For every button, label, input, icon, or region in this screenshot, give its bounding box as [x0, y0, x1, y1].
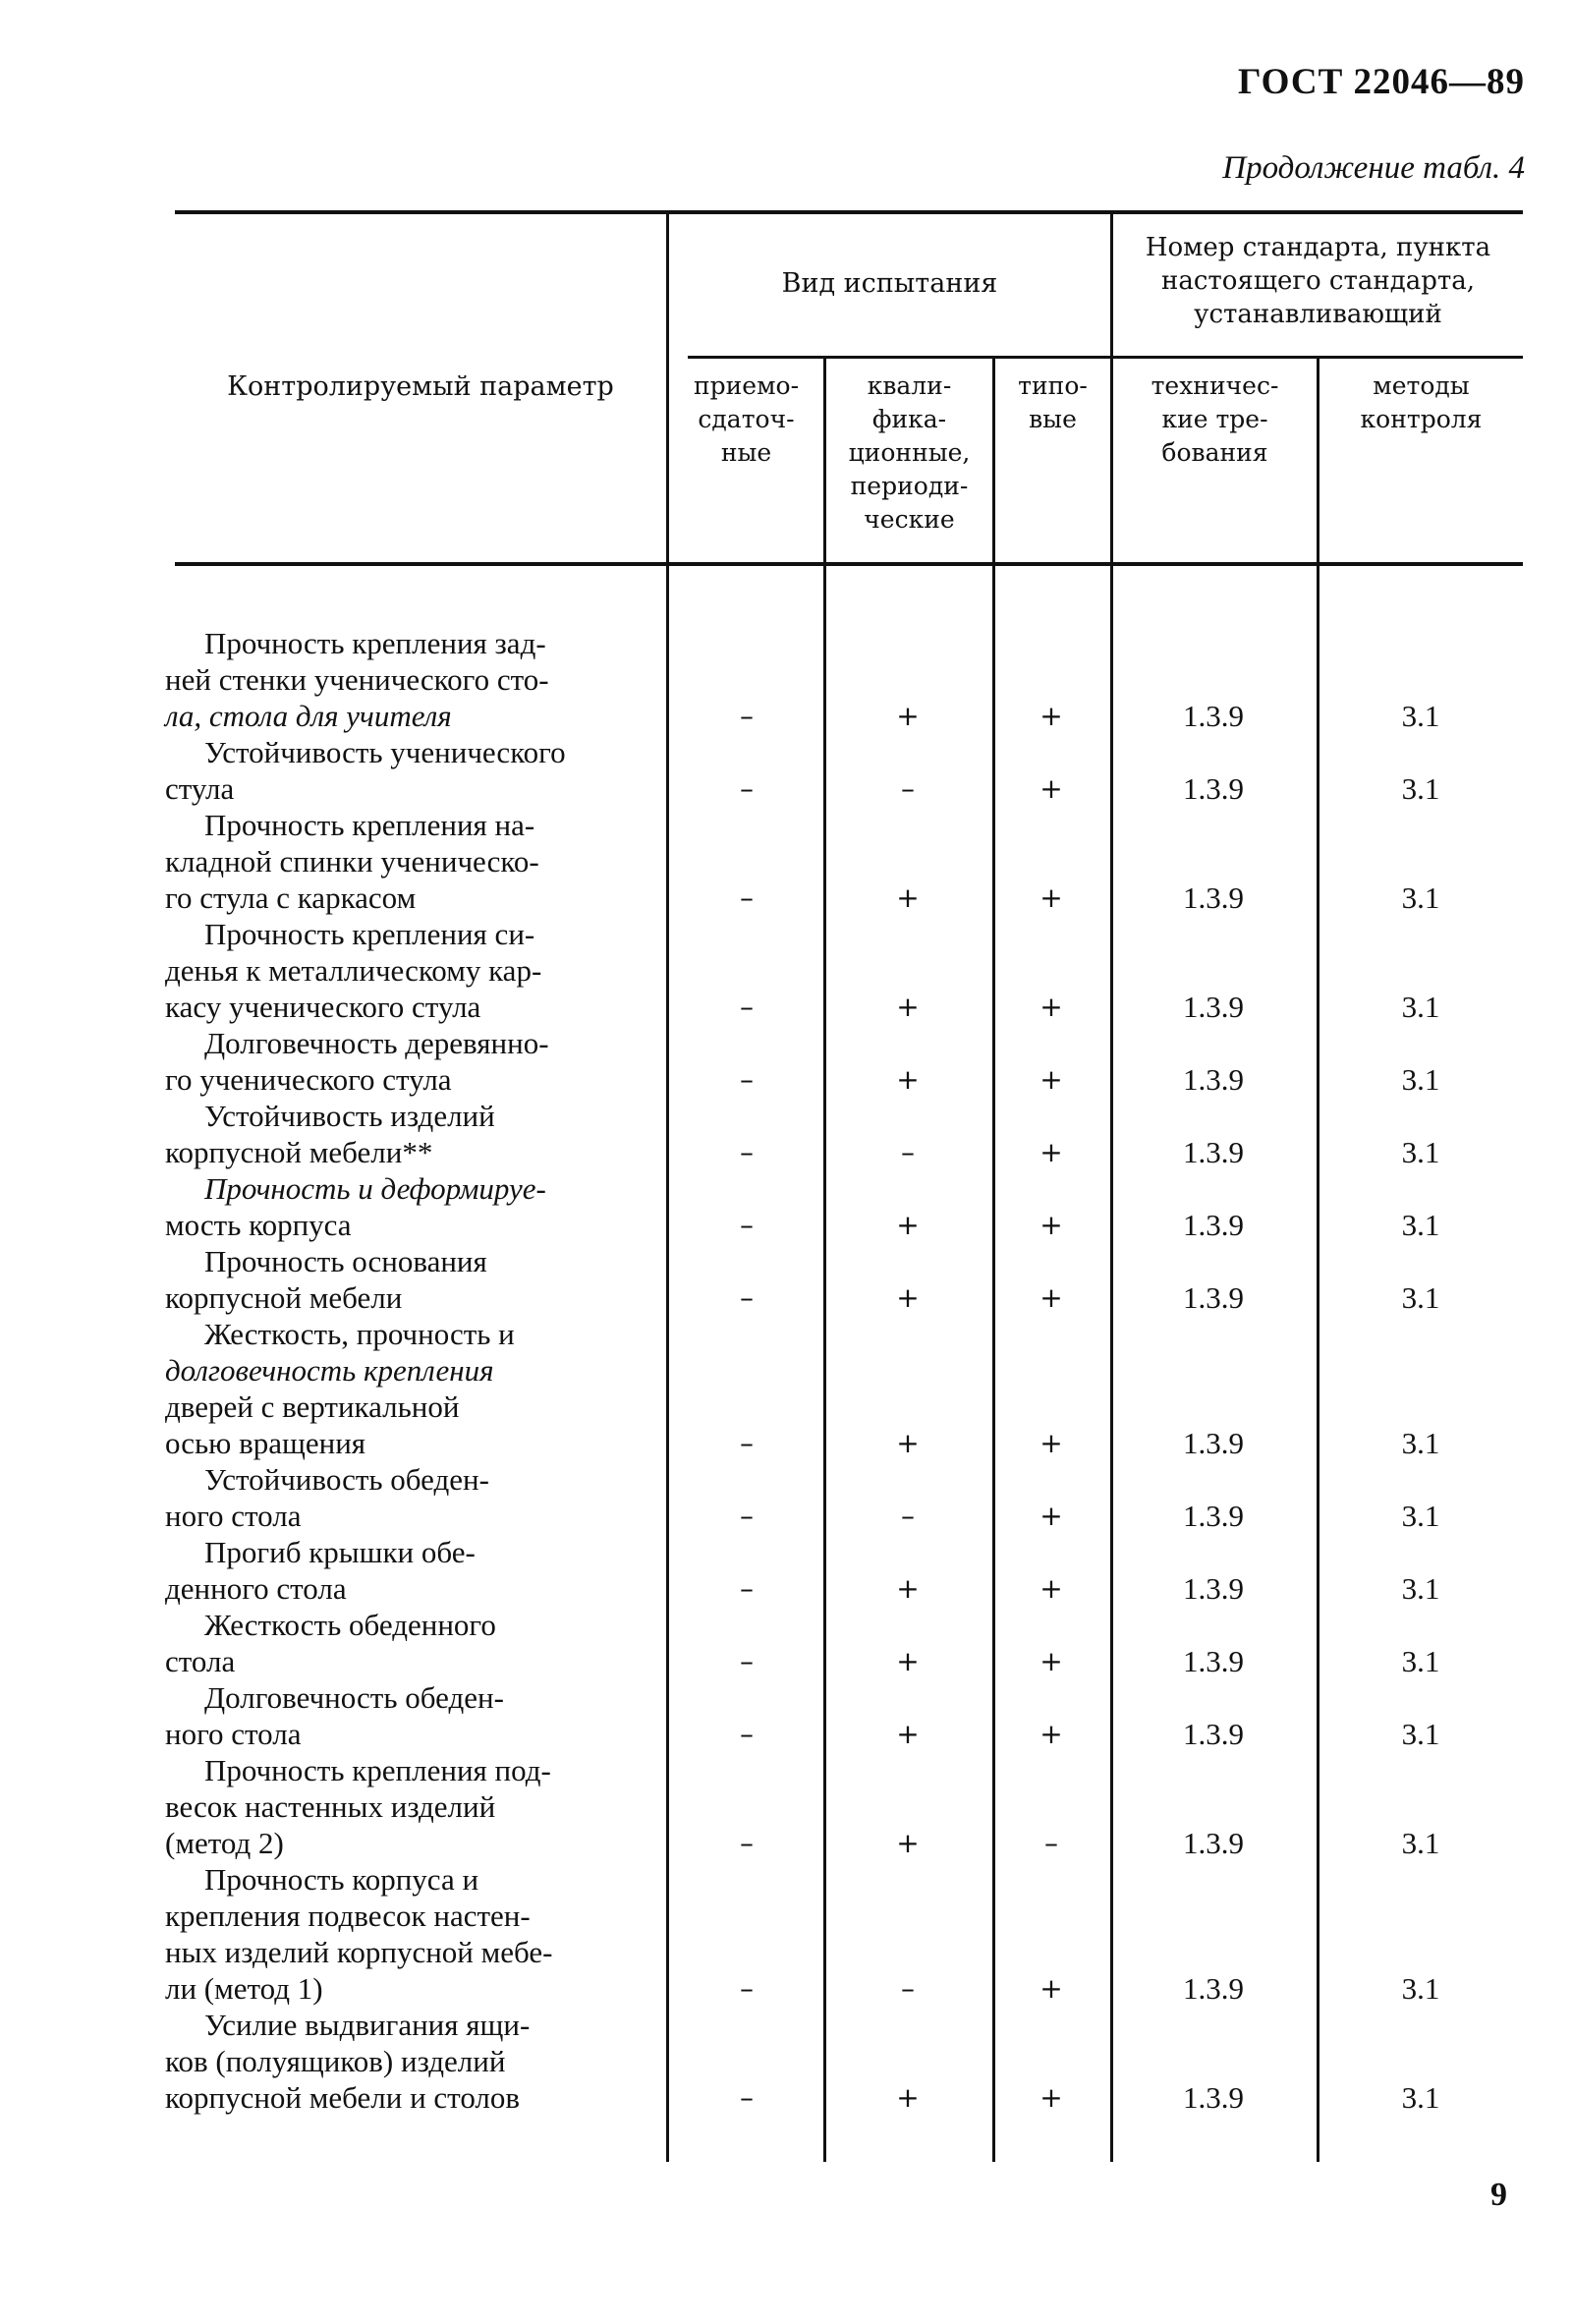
param-text-line: корпусной мебели** [165, 1135, 433, 1169]
cell-qualification: + [896, 1063, 920, 1096]
cell-type: + [1039, 991, 1063, 1023]
cell-tech: 1.3.9 [1183, 1208, 1244, 1242]
header-standard-group: Номер стандарта, пункта настоящего стандарта, устанавливающий [1145, 233, 1491, 329]
cell-methods: 3.1 [1401, 1062, 1440, 1097]
param-text-line: ли (метод 1) [165, 1971, 323, 2006]
param-text-line: ного стола [165, 1717, 302, 1751]
cell-methods: 3.1 [1401, 1135, 1440, 1169]
table-continuation-label: Продолжение табл. 4 [1222, 150, 1525, 186]
cell-type: + [1039, 1718, 1063, 1750]
param-text-line: го ученического стула [165, 1062, 452, 1097]
cell-tech: 1.3.9 [1183, 1971, 1244, 2006]
param-text-line: кладной спинки ученическо- [165, 844, 539, 879]
cell-methods: 3.1 [1401, 771, 1440, 806]
cell-methods: 3.1 [1401, 1280, 1440, 1315]
cell-tech: 1.3.9 [1183, 1280, 1244, 1315]
cell-acceptance: – [740, 1645, 754, 1677]
cell-methods: 3.1 [1401, 1717, 1440, 1751]
cell-type: + [1039, 1136, 1063, 1168]
param-text-line: Прочность основания [204, 1244, 487, 1278]
cell-acceptance: – [740, 1063, 754, 1096]
cell-tech: 1.3.9 [1183, 1571, 1244, 1606]
param-text-line: Прочность крепления си- [204, 917, 535, 951]
document-code: ГОСТ 22046—89 [1238, 62, 1525, 102]
cell-type: + [1039, 1427, 1063, 1459]
cell-tech: 1.3.9 [1183, 1499, 1244, 1533]
param-text-line: денного стола [165, 1571, 347, 1606]
header-qualification: квали- фика- ционные, периоди- ческие [848, 371, 971, 534]
cell-acceptance: – [740, 881, 754, 914]
cell-tech: 1.3.9 [1183, 1135, 1244, 1169]
cell-type: + [1039, 1972, 1063, 2005]
param-text-line: корпусной мебели [165, 1280, 403, 1315]
param-text-line: ных изделий корпусной мебе- [165, 1935, 553, 1969]
param-text-line: (метод 2) [165, 1826, 284, 1860]
cell-type: + [1039, 1645, 1063, 1677]
cell-methods: 3.1 [1401, 990, 1440, 1024]
cell-methods: 3.1 [1401, 1499, 1440, 1533]
cell-type: + [1039, 700, 1063, 732]
cell-tech: 1.3.9 [1183, 1717, 1244, 1751]
param-text-line: Долговечность деревянно- [204, 1026, 549, 1060]
cell-qualification: + [896, 1827, 920, 1859]
cell-acceptance: – [740, 991, 754, 1023]
param-text-line: Прочность корпуса и [204, 1862, 479, 1897]
cell-type: + [1039, 1209, 1063, 1241]
column-divider-acceptance [823, 358, 826, 2162]
cell-qualification: + [896, 991, 920, 1023]
cell-acceptance: – [740, 1827, 754, 1859]
cell-acceptance: – [740, 1136, 754, 1168]
cell-qualification: + [896, 2081, 920, 2114]
cell-tech: 1.3.9 [1183, 699, 1244, 733]
param-text-line: го стула с каркасом [165, 880, 417, 915]
param-text-line: осью вращения [165, 1426, 366, 1460]
param-text-line: Прочность крепления зад- [204, 626, 546, 660]
cell-type: + [1039, 1281, 1063, 1314]
param-text-line: Усилие выдвигания ящи- [204, 2008, 531, 2042]
cell-acceptance: – [740, 1427, 754, 1459]
header-control-methods: методы контроля [1360, 371, 1483, 433]
param-text-line: Устойчивость ученического [204, 735, 566, 769]
cell-type: + [1039, 1572, 1063, 1605]
cell-acceptance: – [740, 772, 754, 805]
cell-acceptance: – [740, 1209, 754, 1241]
param-text-line: ков (полуящиков) изделий [165, 2044, 506, 2078]
cell-qualification: + [896, 881, 920, 914]
cell-acceptance: – [740, 1972, 754, 2005]
cell-methods: 3.1 [1401, 1208, 1440, 1242]
param-text-line: Прочность крепления на- [204, 808, 535, 842]
param-text-line: Долговечность обеден- [204, 1680, 504, 1715]
header-type: типо- вые [1018, 371, 1088, 433]
cell-methods: 3.1 [1401, 1644, 1440, 1678]
cell-methods: 3.1 [1401, 2080, 1440, 2115]
cell-tech: 1.3.9 [1183, 1062, 1244, 1097]
header-bottom-rule [175, 562, 1523, 566]
cell-qualification: + [896, 1718, 920, 1750]
param-text-line: корпусной мебели и столов [165, 2080, 521, 2115]
param-text-line: ла, стола для учителя [165, 699, 452, 733]
param-text-line: денья к металлическому кар- [165, 953, 542, 988]
cell-acceptance: – [740, 2081, 754, 2114]
cell-tech: 1.3.9 [1183, 1826, 1244, 1860]
header-test-group: Вид испытания [781, 268, 998, 299]
cell-type: + [1039, 1500, 1063, 1532]
page-number: 9 [1490, 2177, 1507, 2213]
param-text-line: Устойчивость изделий [204, 1099, 495, 1133]
cell-methods: 3.1 [1401, 880, 1440, 915]
param-text-line: ней стенки ученического сто- [165, 662, 549, 697]
cell-tech: 1.3.9 [1183, 2080, 1244, 2115]
param-text-line: стула [165, 771, 235, 806]
cell-acceptance: – [740, 1572, 754, 1605]
cell-qualification: + [896, 1209, 920, 1241]
cell-type: + [1039, 772, 1063, 805]
cell-methods: 3.1 [1401, 1426, 1440, 1460]
param-text-line: крепления подвесок настен- [165, 1899, 531, 1933]
cell-qualification: – [901, 1136, 915, 1168]
cell-methods: 3.1 [1401, 1826, 1440, 1860]
column-divider-qualification [992, 358, 995, 2162]
param-text-line: дверей с вертикальной [165, 1389, 460, 1424]
param-text-line: Устойчивость обеден- [204, 1462, 489, 1497]
header-acceptance: приемо- сдаточ- ные [693, 371, 800, 467]
cell-qualification: + [896, 700, 920, 732]
param-text-line: Прочность крепления под- [204, 1753, 551, 1787]
cell-tech: 1.3.9 [1183, 990, 1244, 1024]
cell-tech: 1.3.9 [1183, 1644, 1244, 1678]
param-text-line: Прогиб крышки обе- [204, 1535, 476, 1569]
cell-acceptance: – [740, 1281, 754, 1314]
cell-qualification: + [896, 1427, 920, 1459]
cell-qualification: – [901, 772, 915, 805]
param-text-line: Жесткость, прочность и [204, 1317, 515, 1351]
cell-qualification: – [901, 1972, 915, 2005]
cell-acceptance: – [740, 1500, 754, 1532]
param-text-line: Прочность и деформируе- [204, 1171, 546, 1206]
header-tech-requirements: техничес- кие тре- бования [1151, 371, 1279, 467]
cell-acceptance: – [740, 700, 754, 732]
param-text-line: стола [165, 1644, 236, 1678]
cell-methods: 3.1 [1401, 1971, 1440, 2006]
cell-tech: 1.3.9 [1183, 771, 1244, 806]
cell-type: + [1039, 1063, 1063, 1096]
param-text-line: Жесткость обеденного [204, 1608, 496, 1642]
column-divider-tech [1317, 358, 1319, 2162]
cell-type: + [1039, 2081, 1063, 2114]
param-text-line: ного стола [165, 1499, 302, 1533]
param-text-line: касу ученического стула [165, 990, 481, 1024]
param-text-line: долговечность крепления [165, 1353, 494, 1388]
cell-qualification: + [896, 1281, 920, 1314]
cell-type: + [1039, 881, 1063, 914]
cell-type: – [1044, 1827, 1058, 1859]
cell-methods: 3.1 [1401, 699, 1440, 733]
header-param: Контролируемый параметр [227, 371, 614, 402]
cell-qualification: + [896, 1572, 920, 1605]
cell-methods: 3.1 [1401, 1571, 1440, 1606]
cell-acceptance: – [740, 1718, 754, 1750]
param-text-line: мость корпуса [165, 1208, 352, 1242]
test-group-rule [688, 356, 1110, 359]
param-text-line: весок настенных изделий [165, 1789, 496, 1824]
cell-qualification: + [896, 1645, 920, 1677]
cell-qualification: – [901, 1500, 915, 1532]
cell-tech: 1.3.9 [1183, 1426, 1244, 1460]
cell-tech: 1.3.9 [1183, 880, 1244, 915]
